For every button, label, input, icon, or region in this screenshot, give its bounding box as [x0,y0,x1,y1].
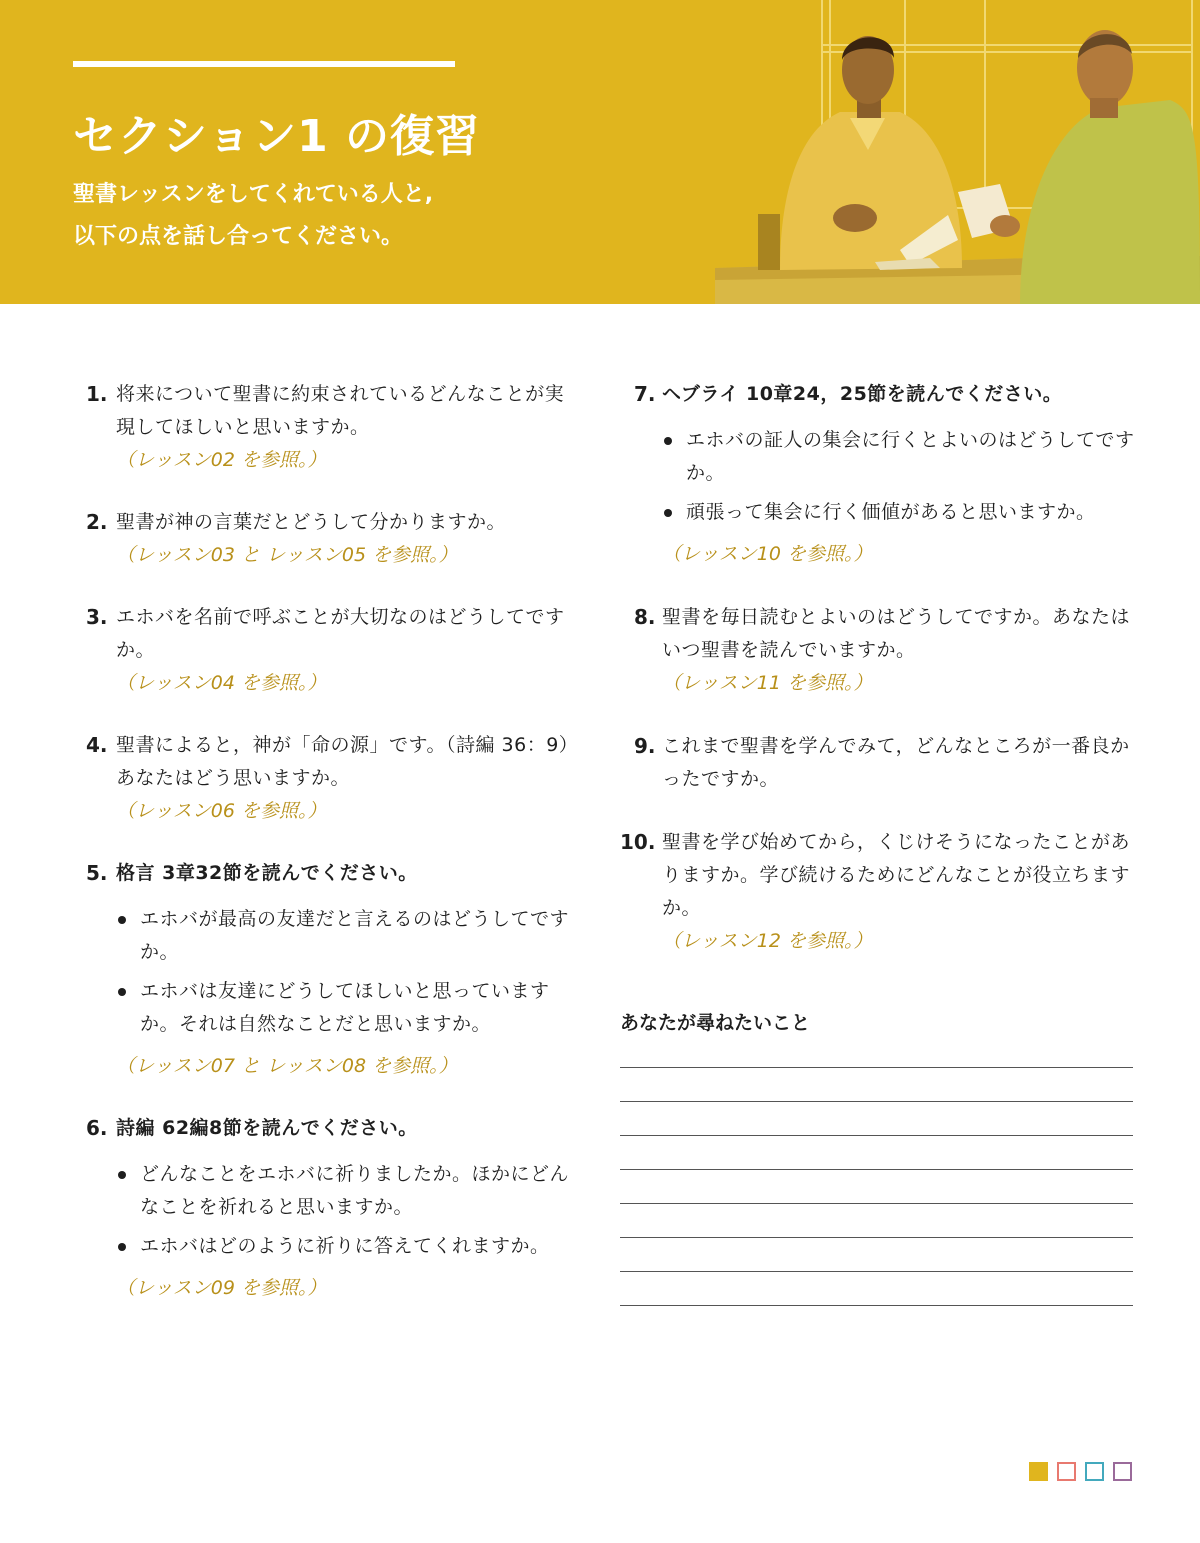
lesson-reference: （レッスン07 と レッスン08 を参照。） [116,1055,458,1077]
question-text: 詩編 62編8節を読んでください。 [116,1117,418,1139]
question-3 [86,601,576,700]
bible-study-illustration [700,0,1200,304]
question-text: 聖書によると，神が「命の源」です。（詩編 36：9）あなたはどう思いますか。 [116,734,569,789]
question-10 [620,826,1135,958]
question-4 [86,729,576,828]
question-number: 1. [86,382,108,406]
your-questions-heading: あなたが尋ねたいこと [620,1012,811,1034]
lesson-reference: （レッスン11 を参照。） [662,672,873,694]
bullet-item: 頑張って集会に行く価値があると思いますか。 [662,496,1135,529]
question-text: 格言 3章32節を読んでください。 [116,862,418,884]
lesson-reference: （レッスン04 を参照。） [116,672,327,694]
question-text: ヘブライ 10章24，25節を読んでください。 [662,383,1063,405]
bullet-item: エホバはどのように祈りに答えてくれますか。 [116,1230,576,1263]
question-7 [620,378,1135,571]
lesson-reference: （レッスン10 を参照。） [662,543,873,565]
bullet-item: エホバが最高の友達だと言えるのはどうしてですか。 [116,903,576,969]
question-number: 7. [634,382,656,406]
header-banner [0,0,1200,304]
section-square-2 [1057,1462,1076,1481]
question-text: 聖書を毎日読むとよいのはどうしてですか。あなたはいつ聖書を読んでいますか。 [662,606,1131,661]
page-title: セクション1 の復習 [73,111,481,162]
question-text: 聖書が神の言葉だとどうして分かりますか。 [116,511,507,533]
question-1 [86,378,576,477]
writing-line [620,1135,1133,1136]
question-text: 将来について聖書に約束されているどんなことが実現してほしいと思いますか。 [116,383,565,438]
writing-line [620,1101,1133,1102]
lesson-reference: （レッスン06 を参照。） [116,800,327,822]
section-square-3 [1085,1462,1104,1481]
writing-lines [620,1067,1133,1339]
writing-line [620,1237,1133,1238]
bullet-list [116,1158,576,1263]
section-square-4 [1113,1462,1132,1481]
question-number: 9. [634,734,656,758]
writing-line [620,1271,1133,1272]
lesson-reference: （レッスン02 を参照。） [116,449,327,471]
question-number: 2. [86,510,108,534]
bullet-item: エホバは友達にどうしてほしいと思っていますか。それは自然なことだと思いますか。 [116,975,576,1041]
question-number: 6. [86,1116,108,1140]
question-number: 8. [634,605,656,629]
question-number: 4. [86,733,108,757]
section-square-1 [1029,1462,1048,1481]
bullet-item: どんなことをエホバに祈りましたか。ほかにどんなことを祈れると思いますか。 [116,1158,576,1224]
question-number: 5. [86,861,108,885]
question-number: 3. [86,605,108,629]
lesson-reference: （レッスン12 を参照。） [662,930,873,952]
left-column [86,378,576,1305]
bullet-list [662,424,1135,529]
question-text: エホバを名前で呼ぶことが大切なのはどうしてですか。 [116,606,565,661]
question-6 [86,1112,576,1305]
question-text: これまで聖書を学んでみて，どんなところが一番良かったですか。 [662,735,1130,790]
question-text: 聖書を学び始めてから，くじけそうになったことがありますか。学び続けるためにどんなことが役立ちますか。 [662,831,1131,919]
lesson-reference: （レッスン09 を参照。） [116,1277,327,1299]
question-number: 10. [620,830,656,854]
bullet-list [116,903,576,1041]
page-subtitle [73,174,593,258]
question-8 [620,601,1135,700]
question-9 [620,730,1135,796]
writing-line [620,1203,1133,1204]
header-rule [73,61,455,67]
writing-line [620,1169,1133,1170]
writing-line [620,1067,1133,1068]
subtitle-line-1: 聖書レッスンをしてくれている人と, [73,182,434,207]
right-column [620,378,1135,958]
bullet-item: エホバの証人の集会に行くとよいのはどうしてですか。 [662,424,1135,490]
subtitle-line-2: 以下の点を話し合ってください。 [73,224,404,249]
section-indicator [1029,1462,1132,1481]
writing-line [620,1305,1133,1306]
question-5 [86,857,576,1083]
question-2 [86,506,576,572]
lesson-reference: （レッスン03 と レッスン05 を参照。） [116,544,458,566]
